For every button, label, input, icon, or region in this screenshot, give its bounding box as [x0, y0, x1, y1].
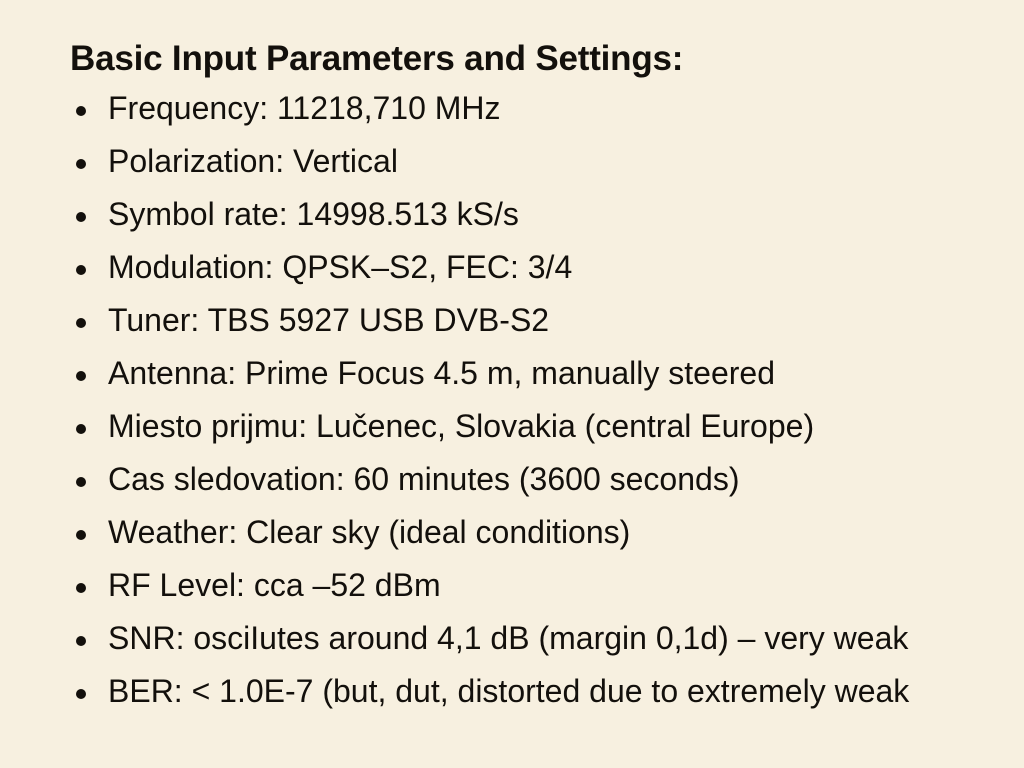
- list-item: Modulation: QPSK–S2, FEC: 3/4: [66, 251, 1004, 283]
- list-item: Frequency: 11218,710 MHz: [66, 92, 1004, 124]
- list-item: Miesto prijmu: Lučenec, Slovakia (central Europe): [66, 410, 1004, 442]
- parameters-list: [66, 92, 1004, 707]
- list-item: Symbol rate: 14998.513 kS/s: [66, 198, 1004, 230]
- list-item: Cas sledovation: 60 minutes (3600 seconds): [66, 463, 1004, 495]
- page-title: Basic Input Parameters and Settings:: [70, 39, 684, 78]
- list-item: SNR: osciIutes around 4,1 dB (margin 0,1d) – very weak: [66, 622, 1004, 654]
- list-item: Antenna: Prime Focus 4.5 m, manually steered: [66, 357, 1004, 389]
- list-item: RF Level: cca –52 dBm: [66, 569, 1004, 601]
- list-item: Polarization: Vertical: [66, 145, 1004, 177]
- list-item: Weather: Clear sky (ideal conditions): [66, 516, 1004, 548]
- list-item: Tuner: TBS 5927 USB DVB-S2: [66, 304, 1004, 336]
- list-item: BER: < 1.0E-7 (but, dut, distorted due to extremely weak: [66, 675, 1004, 707]
